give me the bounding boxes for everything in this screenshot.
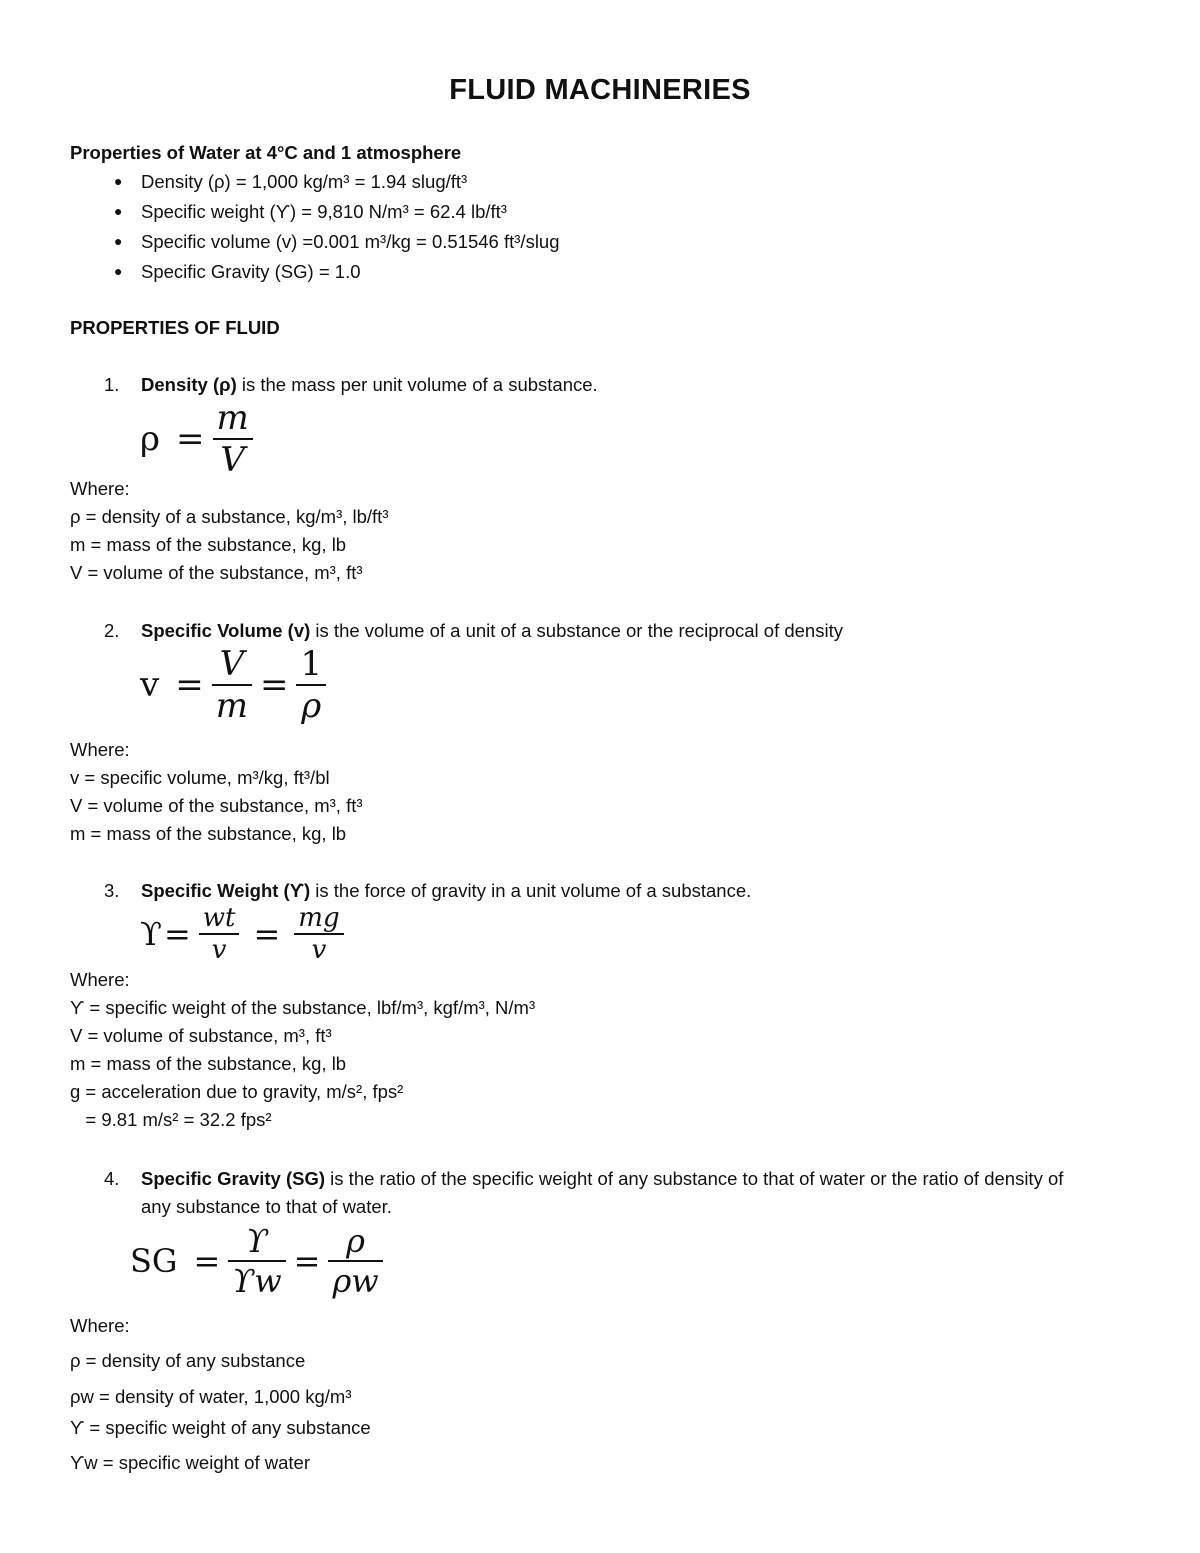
section-term: Specific Gravity (SG) [141, 1168, 326, 1189]
water-property-specific-gravity: Specific Gravity (SG) = 1.0 [141, 261, 361, 282]
formula-equals: = [175, 665, 204, 705]
where-label: Where: [70, 969, 130, 990]
section-number: 3. [104, 880, 120, 901]
formula-denominator: m [212, 684, 252, 726]
definition-line: V = volume of the substance, m³, ft³ [70, 562, 363, 583]
definition-line: ϒ = specific weight of the substance, lbf/m³, kgf/m³, N/m³ [70, 997, 536, 1018]
formula-equals: = [193, 1242, 221, 1280]
formula-fraction [294, 903, 343, 965]
formula-fraction [212, 644, 252, 726]
formula-denominator: ρ [296, 684, 326, 726]
where-label: Where: [70, 1315, 130, 1336]
water-property-specific-volume: Specific volume (v) =0.001 m³/kg = 0.51546 ft³/slug [141, 231, 560, 252]
formula-equals: = [259, 665, 289, 705]
formula-numerator: ρ [346, 1222, 365, 1260]
section-definition-text: is the force of gravity in a unit volume of a substance. [310, 880, 752, 901]
formula-lhs: ϒ [140, 915, 162, 953]
bullet-icon: ● [114, 263, 123, 279]
definition-line: ρ = density of a substance, kg/m³, lb/ft³ [70, 506, 389, 527]
section-density-definition [141, 374, 598, 396]
definition-line: ρ = density of any substance [70, 1350, 306, 1371]
section-number: 1. [104, 374, 120, 395]
formula-specific-gravity [130, 1222, 383, 1300]
definition-line: m = mass of the substance, kg, lb [70, 1053, 347, 1074]
bullet-icon: ● [114, 233, 123, 249]
formula-fraction [328, 1222, 382, 1300]
water-property-specific-weight: Specific weight (ϒ) = 9,810 N/m³ = 62.4 lb/ft³ [141, 201, 507, 222]
formula-fraction [213, 398, 253, 480]
definition-line: = 9.81 m/s² = 32.2 fps² [70, 1109, 272, 1130]
section-number: 2. [104, 620, 120, 641]
formula-fraction [228, 1222, 285, 1300]
formula-equals: = [253, 915, 281, 953]
formula-lhs: ρ [140, 419, 160, 459]
formula-denominator: v [199, 933, 240, 965]
section-specific-volume-definition [141, 620, 843, 642]
formula-numerator: wt [202, 903, 236, 933]
section-definition-text: is the mass per unit volume of a substance. [236, 374, 598, 395]
definition-line: ρw = density of water, 1,000 kg/m³ [70, 1386, 352, 1407]
formula-numerator: mg [298, 903, 340, 933]
formula-denominator: ρw [328, 1260, 382, 1300]
definition-line: ϒw = specific weight of water [70, 1452, 310, 1473]
section-term: Specific Volume (v) [141, 620, 311, 641]
where-label: Where: [70, 478, 130, 499]
section-specific-gravity-definition [141, 1168, 1063, 1190]
water-property-density: Density (ρ) = 1,000 kg/m³ = 1.94 slug/ft³ [141, 171, 468, 192]
formula-numerator: V [219, 644, 245, 684]
formula-denominator: V [213, 438, 253, 480]
formula-fraction [199, 903, 240, 965]
section-term: Specific Weight (ϒ) [141, 880, 311, 901]
definition-line: m = mass of the substance, kg, lb [70, 823, 347, 844]
formula-lhs: v [140, 665, 160, 705]
formula-density [140, 398, 253, 480]
properties-of-fluid-heading: PROPERTIES OF FLUID [70, 317, 280, 338]
document-title: FLUID MACHINERIES [449, 74, 751, 106]
formula-denominator: ϒw [228, 1260, 285, 1300]
definition-line: g = acceleration due to gravity, m/s², fps² [70, 1081, 404, 1102]
formula-specific-volume [140, 644, 326, 726]
formula-denominator: v [294, 933, 343, 965]
definition-line: V = volume of substance, m³, ft³ [70, 1025, 332, 1046]
formula-lhs: SG [130, 1242, 178, 1280]
bullet-icon: ● [114, 203, 123, 219]
section-number: 4. [104, 1168, 120, 1189]
section-definition-text: is the ratio of the specific weight of any substance to that of water or the ratio of density of [325, 1168, 1064, 1189]
formula-numerator: ϒ [245, 1222, 268, 1260]
water-properties-heading: Properties of Water at 4°C and 1 atmosphere [70, 142, 462, 163]
formula-fraction [296, 644, 326, 726]
formula-numerator: 1 [300, 644, 323, 684]
definition-line: ϒ = specific weight of any substance [70, 1417, 371, 1438]
bullet-icon: ● [114, 173, 123, 189]
formula-specific-weight [140, 903, 344, 965]
definition-line: m = mass of the substance, kg, lb [70, 534, 347, 555]
where-label: Where: [70, 739, 130, 760]
formula-numerator: m [216, 398, 249, 438]
section-term: Density (ρ) [141, 374, 237, 395]
definition-line: V = volume of the substance, m³, ft³ [70, 795, 363, 816]
formula-equals: = [163, 915, 191, 953]
formula-equals: = [293, 1242, 321, 1280]
section-specific-weight-definition [141, 880, 751, 902]
section-definition-continuation: any substance to that of water. [141, 1196, 392, 1217]
formula-equals: = [176, 419, 205, 459]
section-definition-text: is the volume of a unit of a substance or the reciprocal of density [310, 620, 843, 641]
definition-line: v = specific volume, m³/kg, ft³/bl [70, 767, 330, 788]
